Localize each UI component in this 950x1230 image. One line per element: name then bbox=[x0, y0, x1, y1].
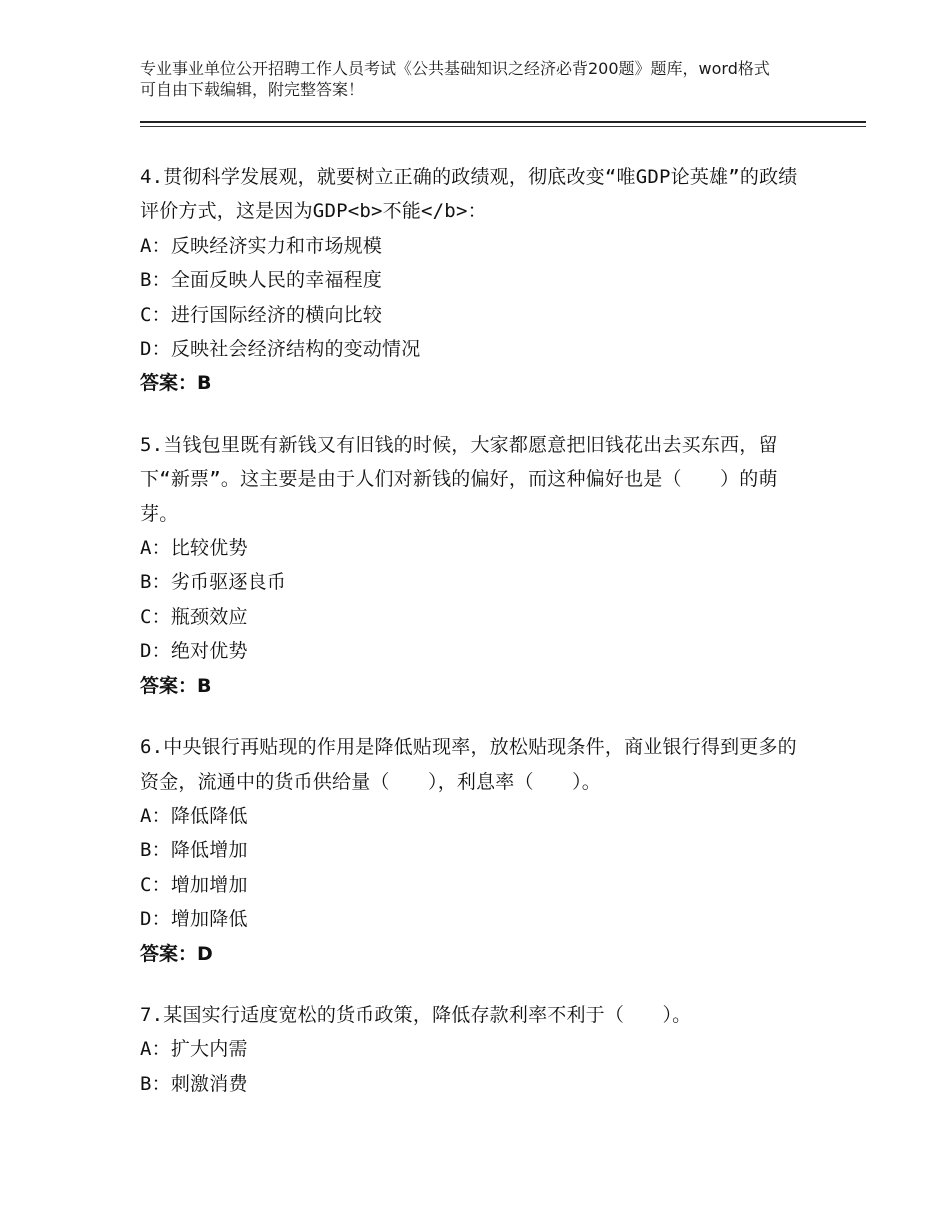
option-c: C：瓶颈效应 bbox=[140, 605, 248, 628]
option-b: B：降低增加 bbox=[140, 839, 248, 862]
question-text: 4.贯彻科学发展观，就要树立正确的政绩观，彻底改变“唯GDP论英雄”的政绩评价方式，这是因为GDP<b>不能</b>： bbox=[140, 166, 798, 223]
option-a: A：降低降低 bbox=[140, 804, 248, 827]
option-a: A：比较优势 bbox=[140, 537, 248, 560]
option-d: D：绝对优势 bbox=[140, 640, 248, 663]
option-a: A：扩大内需 bbox=[140, 1038, 248, 1061]
header-divider-thin bbox=[140, 126, 866, 127]
question-4 bbox=[140, 160, 800, 401]
document-header: 专业事业单位公开招聘工作人员考试《公共基础知识之经济必背200题》题库，word格式可自由下载编辑，附完整答案！ bbox=[140, 59, 770, 99]
option-a: A：反映经济实力和市场规模 bbox=[140, 234, 383, 257]
question-6 bbox=[140, 730, 800, 971]
option-b: B：刺激消费 bbox=[140, 1072, 248, 1095]
answer-label: 答案：B bbox=[140, 674, 212, 697]
option-c: C：增加增加 bbox=[140, 873, 248, 896]
option-b: B：劣币驱逐良币 bbox=[140, 571, 287, 594]
header-divider-thick bbox=[140, 121, 866, 123]
question-text: 7.某国实行适度宽松的货币政策，降低存款利率不利于（ ）。 bbox=[140, 1003, 692, 1026]
question-7 bbox=[140, 998, 800, 1101]
question-text: 6.中央银行再贴现的作用是降低贴现率，放松贴现条件，商业银行得到更多的资金，流通中的货币供给量（ ），利息率（ ）。 bbox=[140, 736, 797, 793]
option-d: D：反映社会经济结构的变动情况 bbox=[140, 338, 421, 361]
question-5 bbox=[140, 428, 800, 703]
answer-label: 答案：B bbox=[140, 372, 212, 395]
question-list bbox=[140, 160, 800, 1128]
option-d: D：增加降低 bbox=[140, 908, 248, 931]
option-c: C：进行国际经济的横向比较 bbox=[140, 303, 383, 326]
question-text: 5.当钱包里既有新钱又有旧钱的时候，大家都愿意把旧钱花出去买东西，留下“新票”。这主要是由于人们对新钱的偏好，而这种偏好也是（ ）的萌芽。 bbox=[140, 433, 778, 525]
answer-label: 答案：D bbox=[140, 942, 213, 965]
option-b: B：全面反映人民的幸福程度 bbox=[140, 269, 383, 292]
